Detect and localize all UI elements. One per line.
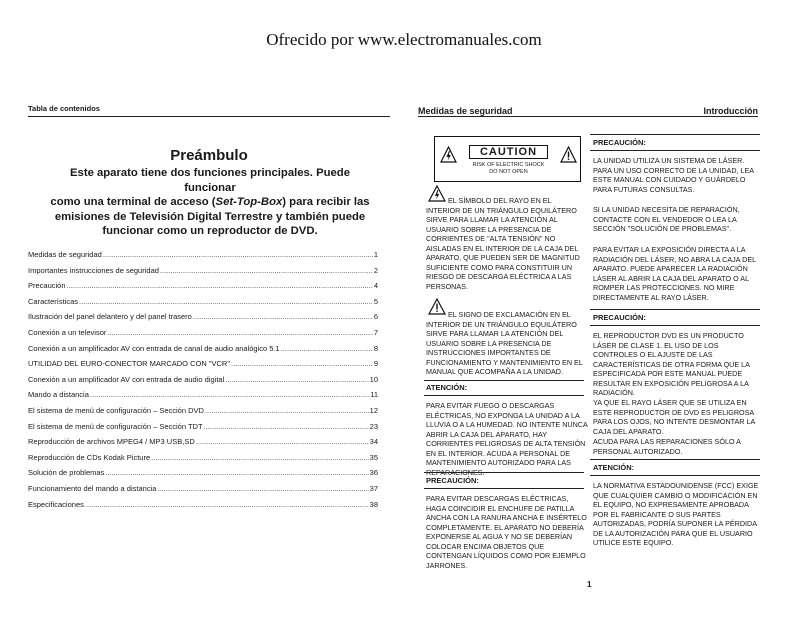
toc-leader-dots	[160, 266, 373, 275]
toc-leader-dots	[107, 328, 372, 337]
toc-entry-page: 8	[373, 343, 378, 353]
divider	[590, 459, 760, 460]
toc-leader-dots	[196, 437, 369, 446]
intro-line-2b: ) para recibir las	[282, 196, 370, 208]
intro-line-3: emisiones de Televisión Digital Terrestre y también puede	[54, 210, 366, 223]
toc-entry-page: 23	[369, 421, 378, 431]
toc-entry	[28, 312, 378, 328]
toc-leader-dots	[90, 390, 369, 399]
atencion-text: PARA EVITAR FUEGO O DESCARGAS ELÉCTRICAS, NO EXPONGA LA UNIDAD A LA LLUVIA O A LA HUMEDAD. NO INTENTE NUNCA ABRIR LA CAJA DEL APARATO, HAY CORRIENTES PELIGROSAS DE ALTA TENSIÓN EN EL INTERIOR. ACUDA A PERSONAL DE MANTENIMIENTO AUTORIZADO PARA LAS REPARACIONES.	[426, 401, 588, 477]
toc-entry-label: Precaución	[28, 281, 66, 291]
toc-entry-label: El sistema de menú de configuración – Sección DVD	[28, 405, 204, 415]
intro-line-4: funcionar como un reproductor de DVD.	[102, 225, 318, 237]
divider	[590, 134, 760, 135]
toc-entry-page: 35	[369, 452, 378, 462]
toc-entry	[28, 359, 378, 375]
toc-entry-page: 34	[369, 437, 378, 447]
toc-leader-dots	[231, 359, 373, 368]
toc-entry-label: Conexión a un televisor	[28, 327, 107, 337]
exclamation-warning-icon	[560, 146, 577, 163]
exclamation-explanation: EL SIGNO DE EXCLAMACIÓN EN EL INTERIOR DE UN TRIÁNGULO EQUILÁTERO SIRVE PARA LLAMAR LA ATENCIÓN DEL USUARIO SOBRE LA PRESENCIA DE INSTRUCCIONES IMPORTANTES DE FUNCIONAMIENTO Y MANTENIMIENTO EN EL MANUAL QUE ACOMPAÑA A LA UNIDAD.	[426, 310, 583, 377]
col2-atencion-heading: ATENCIÓN:	[593, 463, 635, 472]
divider	[424, 380, 584, 381]
toc-entry-label: Ilustración del panel delantero y del panel trasero	[28, 312, 192, 322]
intro-line-1: Este aparato tiene dos funciones principales. Puede funcionar	[70, 167, 350, 194]
toc-entry-label: Conexión a un amplificador AV con entrada de audio digital	[28, 374, 225, 384]
toc-entry	[28, 328, 378, 344]
toc-entry	[28, 422, 378, 438]
toc-entry-label: Características	[28, 296, 79, 306]
divider	[424, 472, 584, 473]
lightning-warning-icon	[440, 146, 457, 163]
preamble-intro	[50, 166, 370, 239]
divider	[424, 488, 584, 489]
toc-entry-label: Medidas de seguridad	[28, 250, 102, 259]
toc-leader-dots	[157, 484, 368, 493]
toc-entry	[28, 375, 378, 391]
intro-line-2a: como una terminal de acceso (	[50, 196, 216, 208]
chapter-header: Introducción	[703, 106, 758, 116]
toc-leader-dots	[105, 468, 368, 477]
toc-header: Tabla de contenidos	[28, 104, 100, 113]
toc-entry-page: 37	[369, 483, 378, 493]
divider	[590, 325, 760, 326]
caution-subtext: RISK OF ELECTRIC SHOCK DO NOT OPEN	[472, 162, 545, 175]
toc-entry-label: Reproducción de CDs Kodak Picture	[28, 452, 151, 462]
toc-entry-page: 4	[373, 281, 378, 291]
toc-entry-page: 6	[373, 312, 378, 322]
col2-precaucion2-heading: PRECAUCIÓN:	[593, 313, 646, 322]
section-header: Medidas de seguridad	[418, 106, 513, 116]
preamble-title: Preámbulo	[170, 147, 248, 164]
precaucion-heading: PRECAUCIÓN:	[426, 476, 479, 485]
page-number: 1	[587, 580, 592, 589]
lightning-explanation: EL SÍMBOLO DEL RAYO EN EL INTERIOR DE UN TRIÁNGULO EQUILÁTERO SIRVE PARA LLAMAR LA ATENCIÓN AL USUARIO SOBRE LA PRESENCIA DE CORRIENTES DE "ALTA TENSIÓN" NO AISLADAS EN EL INTERIOR DE LA CAJA DEL APARATO, QUE PUEDEN SER DE MAGNITUD SUFICIENTE COMO PARA CONSTITUIR UN RIESGO DE DESCARGA ELÉCTRICA A LAS PERSONAS.	[426, 196, 580, 291]
toc-entry	[28, 390, 378, 406]
toc-entry	[28, 484, 378, 500]
toc-entry-page: 12	[369, 405, 378, 415]
toc-entry-page: 5	[373, 296, 378, 306]
divider	[590, 150, 760, 151]
col2-paragraph-6: ACUDA PARA LAS REPARACIONES SÓLO A PERSONAL AUTORIZADO.	[593, 437, 741, 456]
toc-leader-dots	[85, 500, 369, 509]
toc-entry-page: 1	[373, 250, 378, 259]
source-banner: Ofrecido por www.electromanuales.com	[266, 30, 542, 49]
col2-paragraph-1: LA UNIDAD UTILIZA UN SISTEMA DE LÁSER. PARA UN USO CORRECTO DE LA UNIDAD, LEA ESTE MANUAL CON CUIDADO Y GUÁRDELO PARA FUTURAS CONSULTAS.	[593, 156, 754, 194]
toc-entry-page: 2	[373, 265, 378, 275]
toc-entry-page: 36	[369, 468, 378, 478]
left-header-rule	[28, 116, 390, 117]
toc-entry	[28, 437, 378, 453]
toc-leader-dots	[103, 250, 373, 259]
toc-leader-dots	[151, 453, 369, 462]
toc-entry-label: Funcionamiento del mando a distancia	[28, 483, 157, 493]
toc-entry-page: 11	[370, 390, 378, 400]
toc-entry-label: Conexión a un amplificador AV con entrada de canal de audio analógico 5.1	[28, 343, 280, 353]
toc-leader-dots	[205, 406, 369, 415]
toc-entry-page: 10	[369, 374, 378, 384]
toc-entry	[28, 406, 378, 422]
toc-leader-dots	[193, 312, 373, 321]
toc-entry-label: Importantes instrucciones de seguridad	[28, 265, 159, 275]
col2-paragraph-2: SI LA UNIDAD NECESITA DE REPARACIÓN, CONTACTE CON EL VENDEDOR O LEA LA SECCIÓN "SOLUCIÓN DE PROBLEMAS".	[593, 205, 740, 234]
toc-entry-label: UTILIDAD DEL EURO-CONECTOR MARCADO CON "VCR"	[28, 359, 231, 369]
toc-entry	[28, 468, 378, 484]
precaucion-text: PARA EVITAR DESCARGAS ELÉCTRICAS, HAGA COINCIDIR EL ENCHUFE DE PATILLA ANCHA CON LA RANURA ANCHA E INSÉRTELO COMPLETAMENTE. EL APARATO NO DEBERÍA EXPONERSE AL AGUA Y NO SE DEBERÍAN COLOCAR ENCIMA OBJETOS QUE CONTENGAN LÍQUIDOS COMO POR EJEMPLO JARRONES.	[426, 494, 587, 570]
toc-entry-label: Solución de problemas	[28, 468, 105, 478]
toc-entry	[28, 250, 378, 266]
toc-entry-label: Reproducción de archivos MPEG4 / MP3 USB,SD	[28, 437, 195, 447]
table-of-contents	[28, 250, 378, 515]
toc-leader-dots	[79, 297, 373, 306]
col2-paragraph-5: YA QUE EL RAYO LÁSER QUE SE UTILIZA EN ESTE REPRODUCTOR DE DVD ES PELIGROSA PARA LOS OJOS, NO INTENTE DESMONTAR LA CAJA DEL APARATO.	[593, 398, 755, 436]
right-header-rule	[418, 116, 758, 117]
atencion-heading: ATENCIÓN:	[426, 383, 468, 392]
caution-label	[434, 136, 581, 182]
col2-paragraph-4: EL REPRODUCTOR DVD ES UN PRODUCTO LÁSER DE CLASE 1. EL USO DE LOS CONTROLES O EL AJUSTE DE LAS CARACTERÍSTICAS DE OTRA FORMA QUE LA ESPECIFICADA POR ESTE MANUAL PUEDE RESULTAR EN EXPOSICIÓN PELIGROSA A LA RADIACIÓN.	[593, 331, 750, 398]
toc-entry	[28, 344, 378, 360]
toc-entry	[28, 297, 378, 313]
toc-leader-dots	[204, 422, 369, 431]
col2-paragraph-7: LA NORMATIVA ESTADOUNIDENSE (FCC) EXIGE QUE CUALQUIER CAMBIO O MODIFICACIÓN EN EL EQUIPO, NO EXPRESAMENTE APROBADA POR EL FABRICANTE O SUS PARTES AUTORIZADAS, PODRÍA SUPONER LA PÉRDIDA DE LA AUTORIZACIÓN PARA QUE EL USUARIO UTILICE ESTE EQUIPO.	[593, 481, 759, 548]
toc-entry-label: El sistema de menú de configuración – Sección TDT	[28, 421, 203, 431]
divider	[590, 475, 760, 476]
toc-entry-label: Especificaciones	[28, 499, 84, 509]
toc-leader-dots	[225, 375, 368, 384]
toc-entry-page: 7	[373, 327, 378, 337]
col2-precaucion-heading: PRECAUCIÓN:	[593, 138, 646, 147]
divider	[590, 309, 760, 310]
col2-paragraph-3: PARA EVITAR LA EXPOSICIÓN DIRECTA A LA RADIACIÓN DEL LÁSER, NO ABRA LA CAJA DEL APARATO. PUEDE APARECER LA RADIACIÓN LÁSER AL ABRIR LA CAJA DEL APARATO O AL ROMPER LAS PROTECCIONES. NO MIRE DIRECTAMENTE AL RAYO LÁSER.	[593, 245, 756, 302]
toc-leader-dots	[281, 344, 373, 353]
toc-entry	[28, 281, 378, 297]
toc-entry-label: Mando a distancia	[28, 390, 89, 400]
intro-stb: Set-Top-Box	[215, 196, 283, 208]
divider	[424, 395, 584, 396]
toc-entry	[28, 500, 378, 516]
toc-entry	[28, 266, 378, 282]
toc-entry-page: 38	[369, 499, 378, 509]
toc-entry	[28, 453, 378, 469]
toc-leader-dots	[67, 281, 373, 290]
toc-entry-page: 9	[373, 359, 378, 369]
caution-word: CAUTION	[469, 145, 548, 159]
